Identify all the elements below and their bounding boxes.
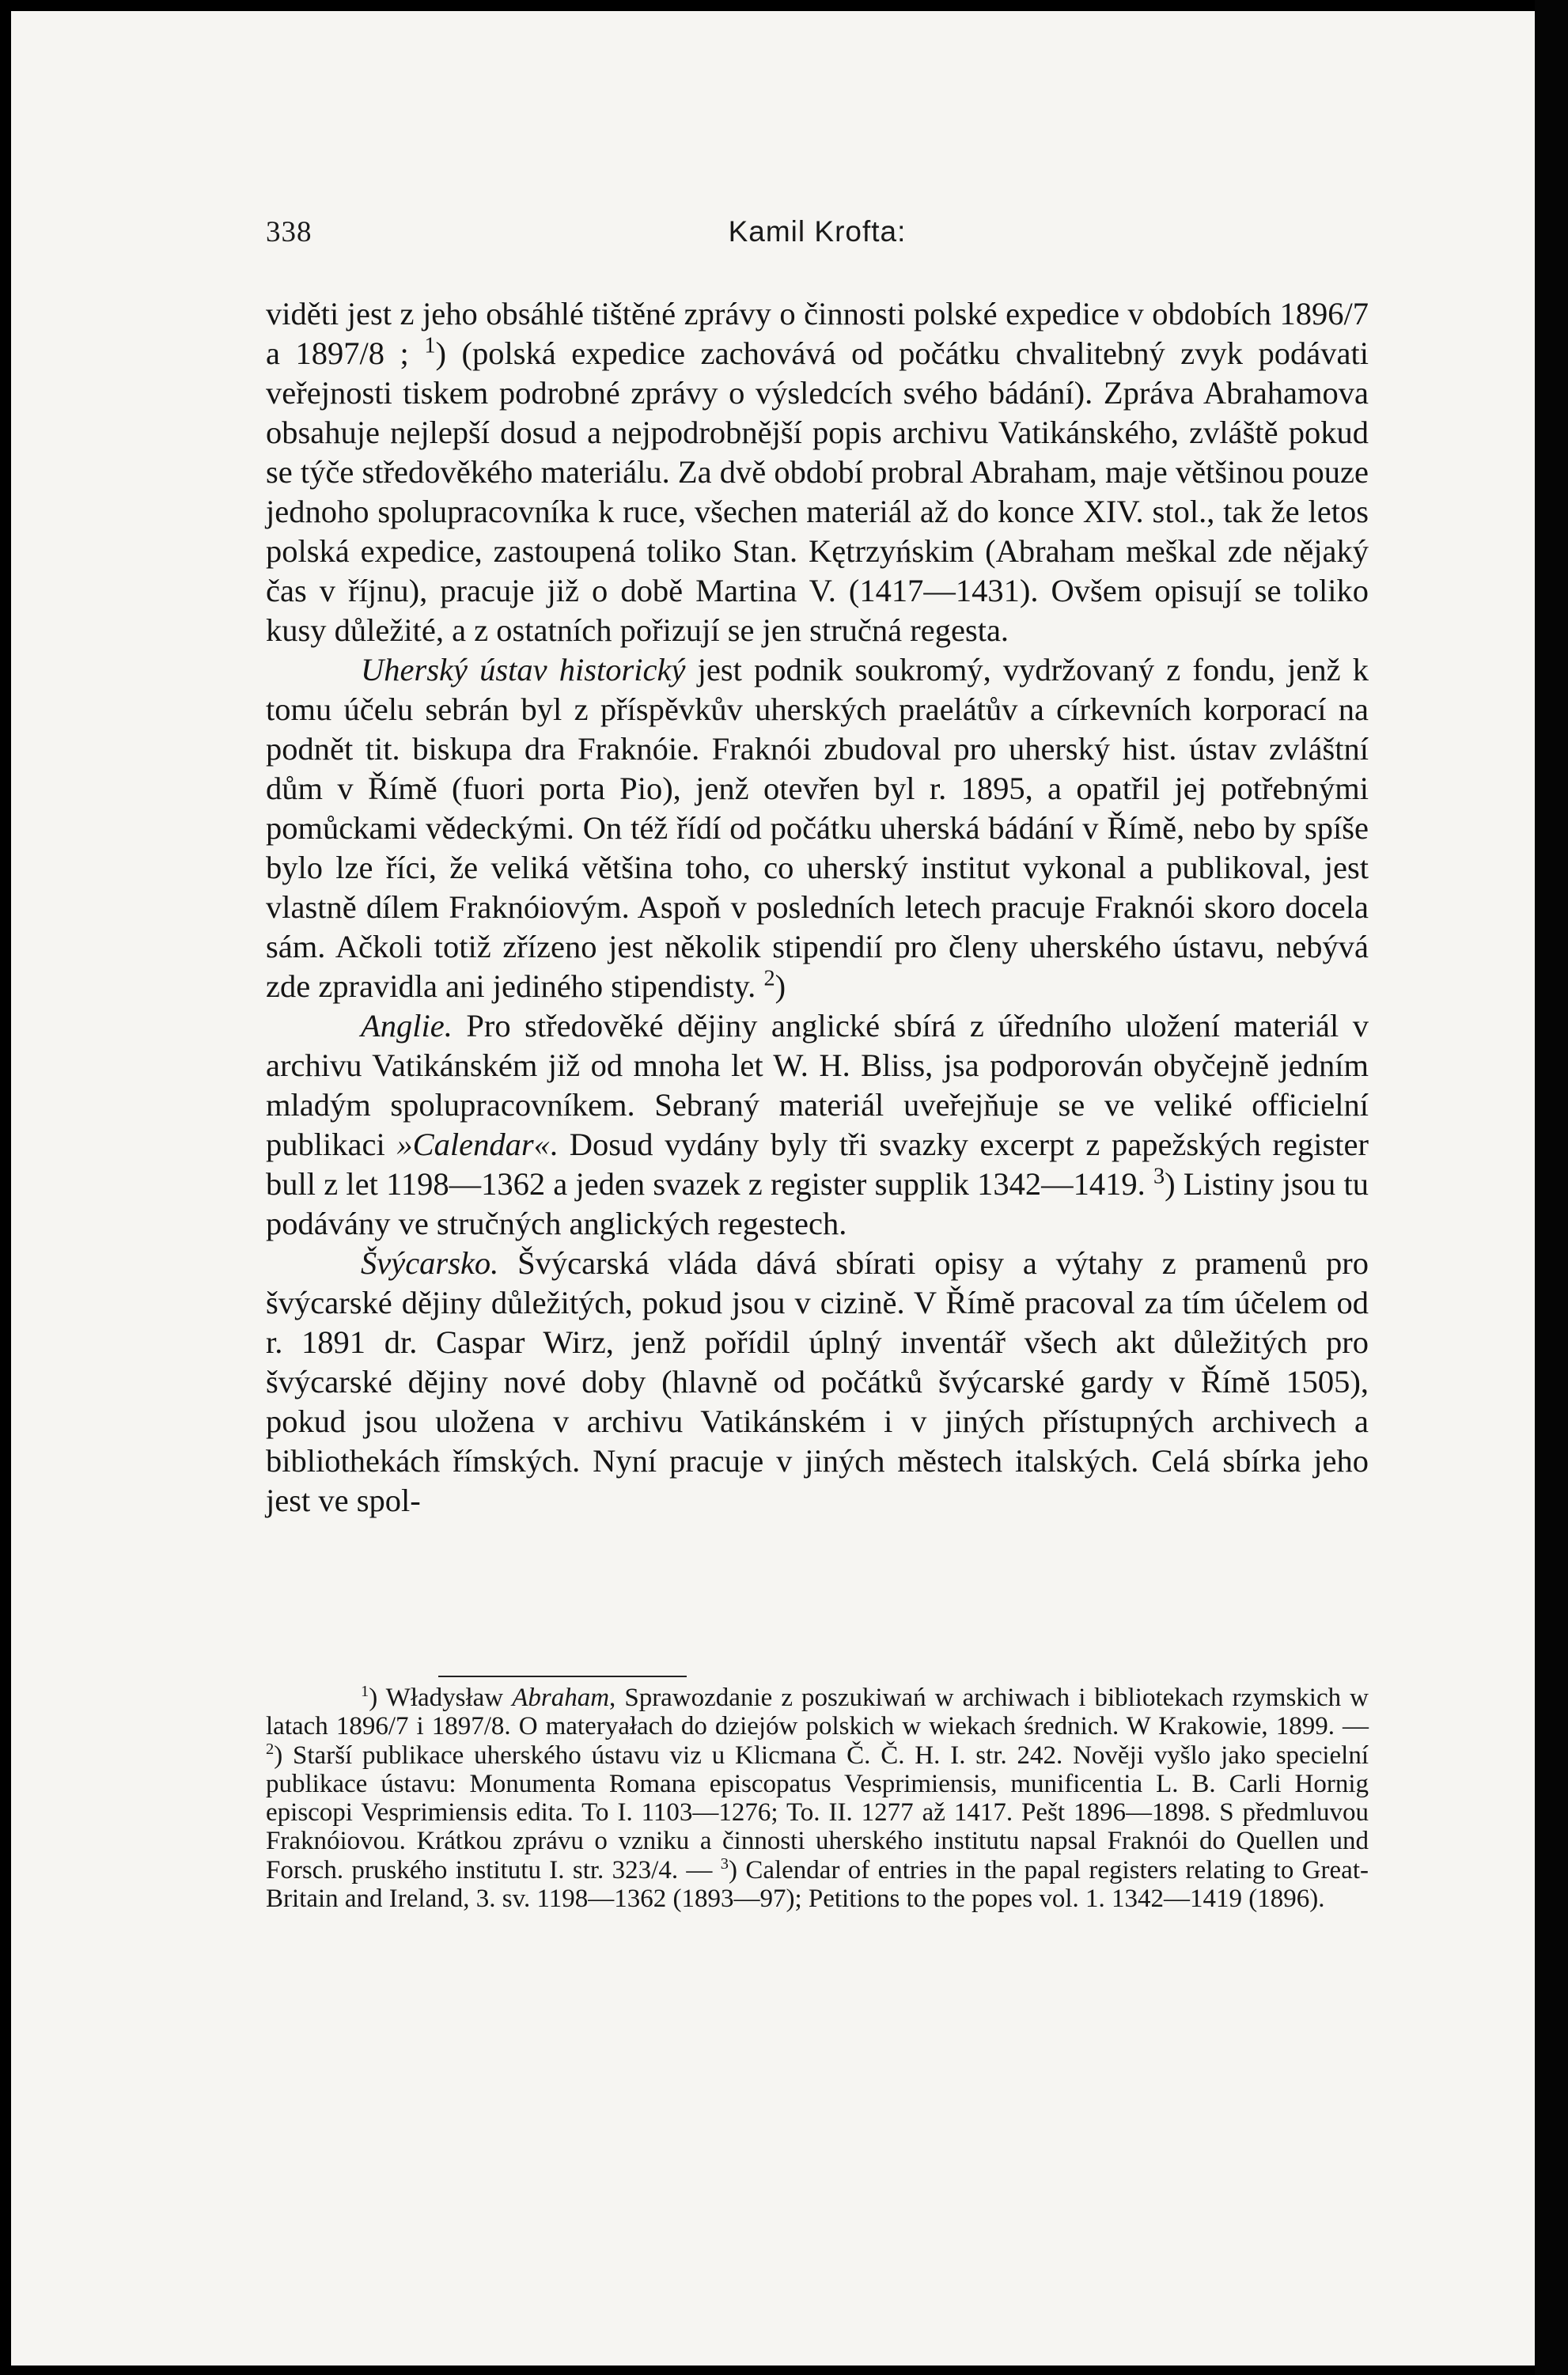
footnote-block: $^1$) Władysław Abraham, Sprawozdanie z poszukiwań w archiwach i bibliotekach rzymskich w latach 1896/7 i 1897/8. O materyałach do dziejów polskich w wiekach średnich. W Krakowie, 1899. — $^2$) Starší publikace uherského ústavu viz u Klicmana Č. Č. H. I. str. 242. Nověji vyšlo jako specielní publikace ústavu: Monumenta Romana episcopatus Vesprimiensis, munificentia L. B. Carli Hornig episcopi Vesprimiensis edita. To I. 1103—1276; To. II. 1277 až 1417. Pešt 1896—1898. S předmluvou Fraknóiovou. Krátkou zprávu o vzniku a činnosti uherského institutu napsal Fraknói do Quellen und Forsch. pruského institutu I. str. 323/4. — $^3$) Calendar of entries in the papal registers relating to Great-Britain and Ireland, 3. sv. 1198—1362 (1893—97); Petitions to the popes vol. 1. 1342—1419 (1896). bbox=[266, 1683, 1369, 1914]
footnote-mark-3: 3 bbox=[720, 1854, 729, 1873]
footnote-ref-1: 1 bbox=[424, 333, 436, 358]
footnote-mark-1: 1 bbox=[361, 1683, 369, 1700]
main-text bbox=[266, 294, 1369, 1521]
section-lead-england: Anglie. bbox=[361, 1008, 453, 1044]
footnote-mark-2: 2 bbox=[266, 1740, 275, 1758]
paragraph-england: Anglie. Pro středověké dějiny anglické sbírá z úředního uložení materiál v archivu Vatikánském již od mnoha let W. H. Bliss, jsa podporován obyčejně jedním mladým spolupracovníkem. Sebraný materiál uveřejňuje se ve veliké officielní publikaci »Calendar«. Dosud vydány byly tři svazky excerpt z papežských register bull z let 1198—1362 a jeden svazek z register supplik 1342—1419. $^3$) Listiny jsou tu podávány ve stručných anglických regestech. bbox=[266, 1008, 1369, 1241]
running-title: Kamil Krofta: bbox=[728, 215, 907, 248]
footnote-ref-2: 2 bbox=[763, 966, 775, 991]
footnote-divider bbox=[438, 1676, 687, 1677]
paragraph-hungarian-institute: Uherský ústav historický jest podnik soukromý, vydržovaný z fondu, jenž k tomu účelu sebrán byl z příspěvkův uherských praelátův a církevních korporací na podnět tit. biskupa dra Fraknóie. Fraknói zbudoval pro uherský hist. ústav zvláštní dům v Římě (fuori porta Pio), jenž otevřen byl r. 1895, a opatřil jej potřebnými pomůckami vědeckými. On též řídí od počátku uherská bádání v Římě, nebo by spíše bylo lze říci, že veliká většina toho, co uherský institut vykonal a publikoval, jest vlastně dílem Fraknóiovým. Aspoň v posledních letech pracuje Fraknói skoro docela sám. Ačkoli totiž zřízeno jest několik stipendií pro členy uherského ústavu, nebývá zde zpravidla ani jediného stipendisty. $^2$) bbox=[266, 652, 1369, 1004]
footnote-ref-3: 3 bbox=[1153, 1164, 1165, 1189]
calendar-title: »Calendar« bbox=[396, 1127, 550, 1162]
scan-edge bbox=[1535, 0, 1568, 2375]
scanned-page bbox=[11, 11, 1541, 2366]
paragraph-switzerland: Švýcarsko. Švýcarská vláda dává sbírati opisy a výtahy z pramenů pro švýcarské dějiny důležitých, pokud jsou v cizině. V Římě pracoval za tím účelem od r. 1891 dr. Caspar Wirz, jenž pořídil úplný inventář všech akt důležitých pro švýcarské dějiny nové doby (hlavně od počátků švýcarské gardy v Římě 1505), pokud jsou uložena v archivu Vatikánském i v jiných přístupných archivech a bibliothekách římských. Nyní pracuje v jiných městech italských. Celá sbírka jeho jest ve spol- bbox=[266, 1245, 1369, 1518]
footnote-author: Abraham bbox=[512, 1684, 610, 1712]
page-header bbox=[266, 215, 1369, 250]
section-lead-hungarian: Uherský ústav historický bbox=[361, 652, 686, 688]
footnotes bbox=[266, 1684, 1369, 1913]
paragraph-polish-expedition: viděti jest z jeho obsáhlé tištěné zprávy o činnosti polské expedice v obdobích 1896/7 a 1897/8 ; $^1$) (polská expedice zachovává od počátku chvalitebný zvyk podávati veřejnosti tiskem podrobné zprávy o výsledcích svého bádání). Zpráva Abrahamova obsahuje nejlepší dosud a nejpodrobnější popis archivu Vatikánského, zvláště pokud se týče středověkého materiálu. Za dvě období probral Abraham, maje většinou pouze jednoho spolupracovníka k ruce, všechen materiál až do konce XIV. stol., tak že letos polská expedice, zastoupená toliko Stan. Kętrzyńskim (Abraham meškal zde nějaký čas v říjnu), pracuje již o době Martina V. (1417—1431). Ovšem opisují se toliko kusy důležité, a z ostatních pořizují se jen stručná regesta. bbox=[266, 296, 1369, 648]
section-lead-switzerland: Švýcarsko. bbox=[361, 1245, 499, 1281]
page-number: 338 bbox=[266, 216, 312, 248]
